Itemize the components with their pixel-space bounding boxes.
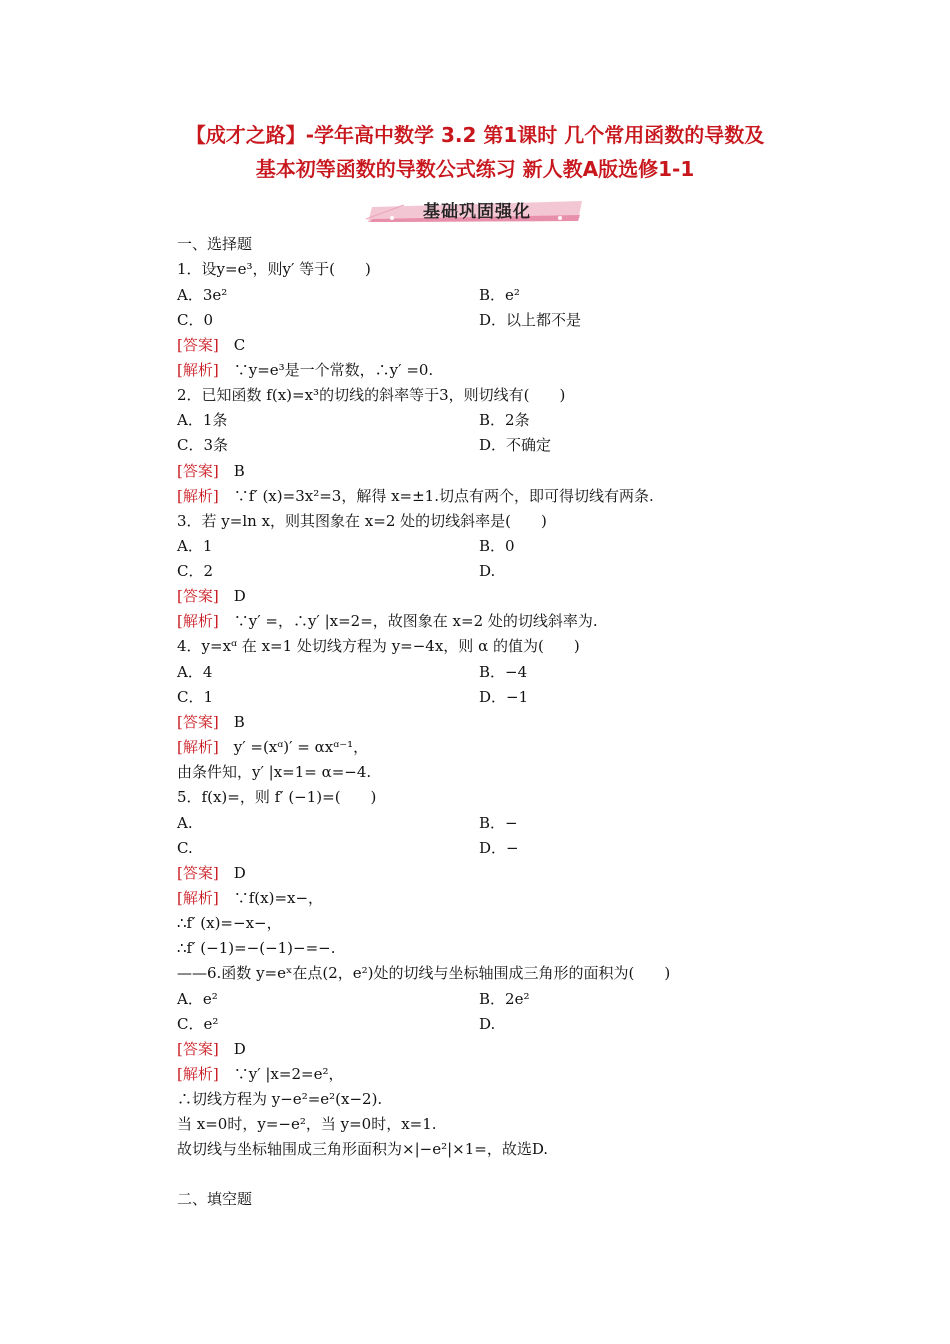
q4-analysis-2: 由条件知，y′ |x=1= α=−4.	[177, 763, 372, 781]
q6-stem: ——6.函数 y=eˣ在点(2，e²)处的切线与坐标轴围成三角形的面积为( )	[177, 964, 671, 982]
q6-line-2: ∴切线方程为 y−e²=e²(x−2).	[177, 1090, 383, 1108]
analysis-text: ∵f′ (x)=3x²=3，解得 x=±1.切点有两个，即可得切线有两条.	[233, 487, 654, 505]
analysis-text: y′ =(xᵅ)′ = αxᵅ⁻¹，	[233, 738, 369, 756]
q5-analysis	[177, 888, 323, 908]
q2-analysis	[177, 486, 654, 506]
answer-value: D	[233, 864, 246, 882]
q3-option-a: A．1	[177, 537, 213, 555]
q5-stem: 5．f(x)=，则 f′ (−1)=( )	[177, 788, 377, 806]
q2-stem: 2．已知函数 f(x)=x³的切线的斜率等于3，则切线有( )	[177, 386, 566, 404]
analysis-tag: [解析]	[177, 612, 219, 630]
q4-option-b: B．−4	[479, 663, 528, 681]
q3-option-c: C．2	[177, 562, 214, 580]
q1-option-a: A．3e²	[177, 286, 228, 304]
section-2-heading: 二、填空题	[177, 1190, 253, 1208]
q4-answer	[177, 712, 245, 732]
q3-analysis	[177, 611, 598, 631]
q6-line-4: 故切线与坐标轴围成三角形面积为×|−e²|×1=，故选D.	[177, 1140, 549, 1158]
q1-option-d: D．以上都不是	[479, 311, 582, 329]
q4-option-a: A．4	[177, 663, 213, 681]
q5-option-b: B．−	[479, 814, 518, 832]
q5-option-c: C.	[177, 839, 193, 857]
q3-stem: 3．若 y=ln x，则其图象在 x=2 处的切线斜率是( )	[177, 512, 547, 530]
q6-answer	[177, 1039, 246, 1059]
q5-option-d: D．−	[479, 839, 519, 857]
q3-option-d: D.	[479, 562, 496, 580]
answer-tag: [答案]	[177, 336, 219, 354]
q6-analysis	[177, 1064, 343, 1084]
q2-option-a: A．1条	[177, 411, 228, 429]
section-banner	[364, 195, 590, 225]
analysis-tag: [解析]	[177, 361, 219, 379]
answer-value: B	[233, 713, 245, 731]
q6-option-c: C．e²	[177, 1015, 219, 1033]
q5-line-2: ∴f′ (x)=−x−，	[177, 914, 282, 932]
analysis-text: ∵y=e³是一个常数，∴y′ =0.	[233, 361, 434, 379]
analysis-text: ∵y′ |x=2=e²，	[233, 1065, 344, 1083]
q5-option-a: A.	[177, 814, 193, 832]
q3-option-b: B．0	[479, 537, 515, 555]
answer-tag: [答案]	[177, 462, 219, 480]
answer-value: D	[233, 1040, 246, 1058]
analysis-tag: [解析]	[177, 738, 219, 756]
answer-value: C	[233, 336, 246, 354]
q6-option-b: B．2e²	[479, 990, 530, 1008]
q4-option-c: C．1	[177, 688, 214, 706]
q5-answer	[177, 863, 246, 883]
banner-text: 基础巩固强化	[423, 202, 531, 222]
q2-option-b: B．2条	[479, 411, 530, 429]
q4-analysis	[177, 737, 368, 757]
analysis-text: ∵y′ =，∴y′ |x=2=，故图象在 x=2 处的切线斜率为.	[233, 612, 598, 630]
title-line-1: 【成才之路】-学年高中数学 3.2 第1课时 几个常用函数的导数及	[185, 123, 765, 147]
q1-option-c: C．0	[177, 311, 214, 329]
answer-value: B	[233, 462, 245, 480]
q4-option-d: D．−1	[479, 688, 529, 706]
analysis-tag: [解析]	[177, 889, 219, 907]
q1-analysis	[177, 360, 433, 380]
q1-answer	[177, 335, 245, 355]
q6-line-3: 当 x=0时，y=−e²，当 y=0时，x=1.	[177, 1115, 437, 1133]
q2-option-c: C．3条	[177, 436, 229, 454]
title-line-2: 基本初等函数的导数公式练习 新人教A版选修1-1	[255, 157, 695, 181]
q5-line-3: ∴f′ (−1)=−(−1)−=−.	[177, 939, 336, 957]
analysis-tag: [解析]	[177, 487, 219, 505]
q1-option-b: B．e²	[479, 286, 520, 304]
answer-tag: [答案]	[177, 1040, 219, 1058]
q3-answer	[177, 586, 246, 606]
answer-tag: [答案]	[177, 864, 219, 882]
analysis-text: ∵f(x)=x−，	[233, 889, 324, 907]
analysis-tag: [解析]	[177, 1065, 219, 1083]
answer-tag: [答案]	[177, 713, 219, 731]
q6-option-a: A．e²	[177, 990, 218, 1008]
q2-answer	[177, 461, 245, 481]
section-1-heading: 一、选择题	[177, 235, 253, 253]
q2-option-d: D．不确定	[479, 436, 552, 454]
answer-value: D	[233, 587, 246, 605]
q4-stem: 4．y=xᵅ 在 x=1 处切线方程为 y=−4x，则 α 的值为( )	[177, 637, 580, 655]
q1-stem: 1．设y=e³，则y′ 等于( )	[177, 260, 371, 278]
q6-option-d: D.	[479, 1015, 496, 1033]
answer-tag: [答案]	[177, 587, 219, 605]
